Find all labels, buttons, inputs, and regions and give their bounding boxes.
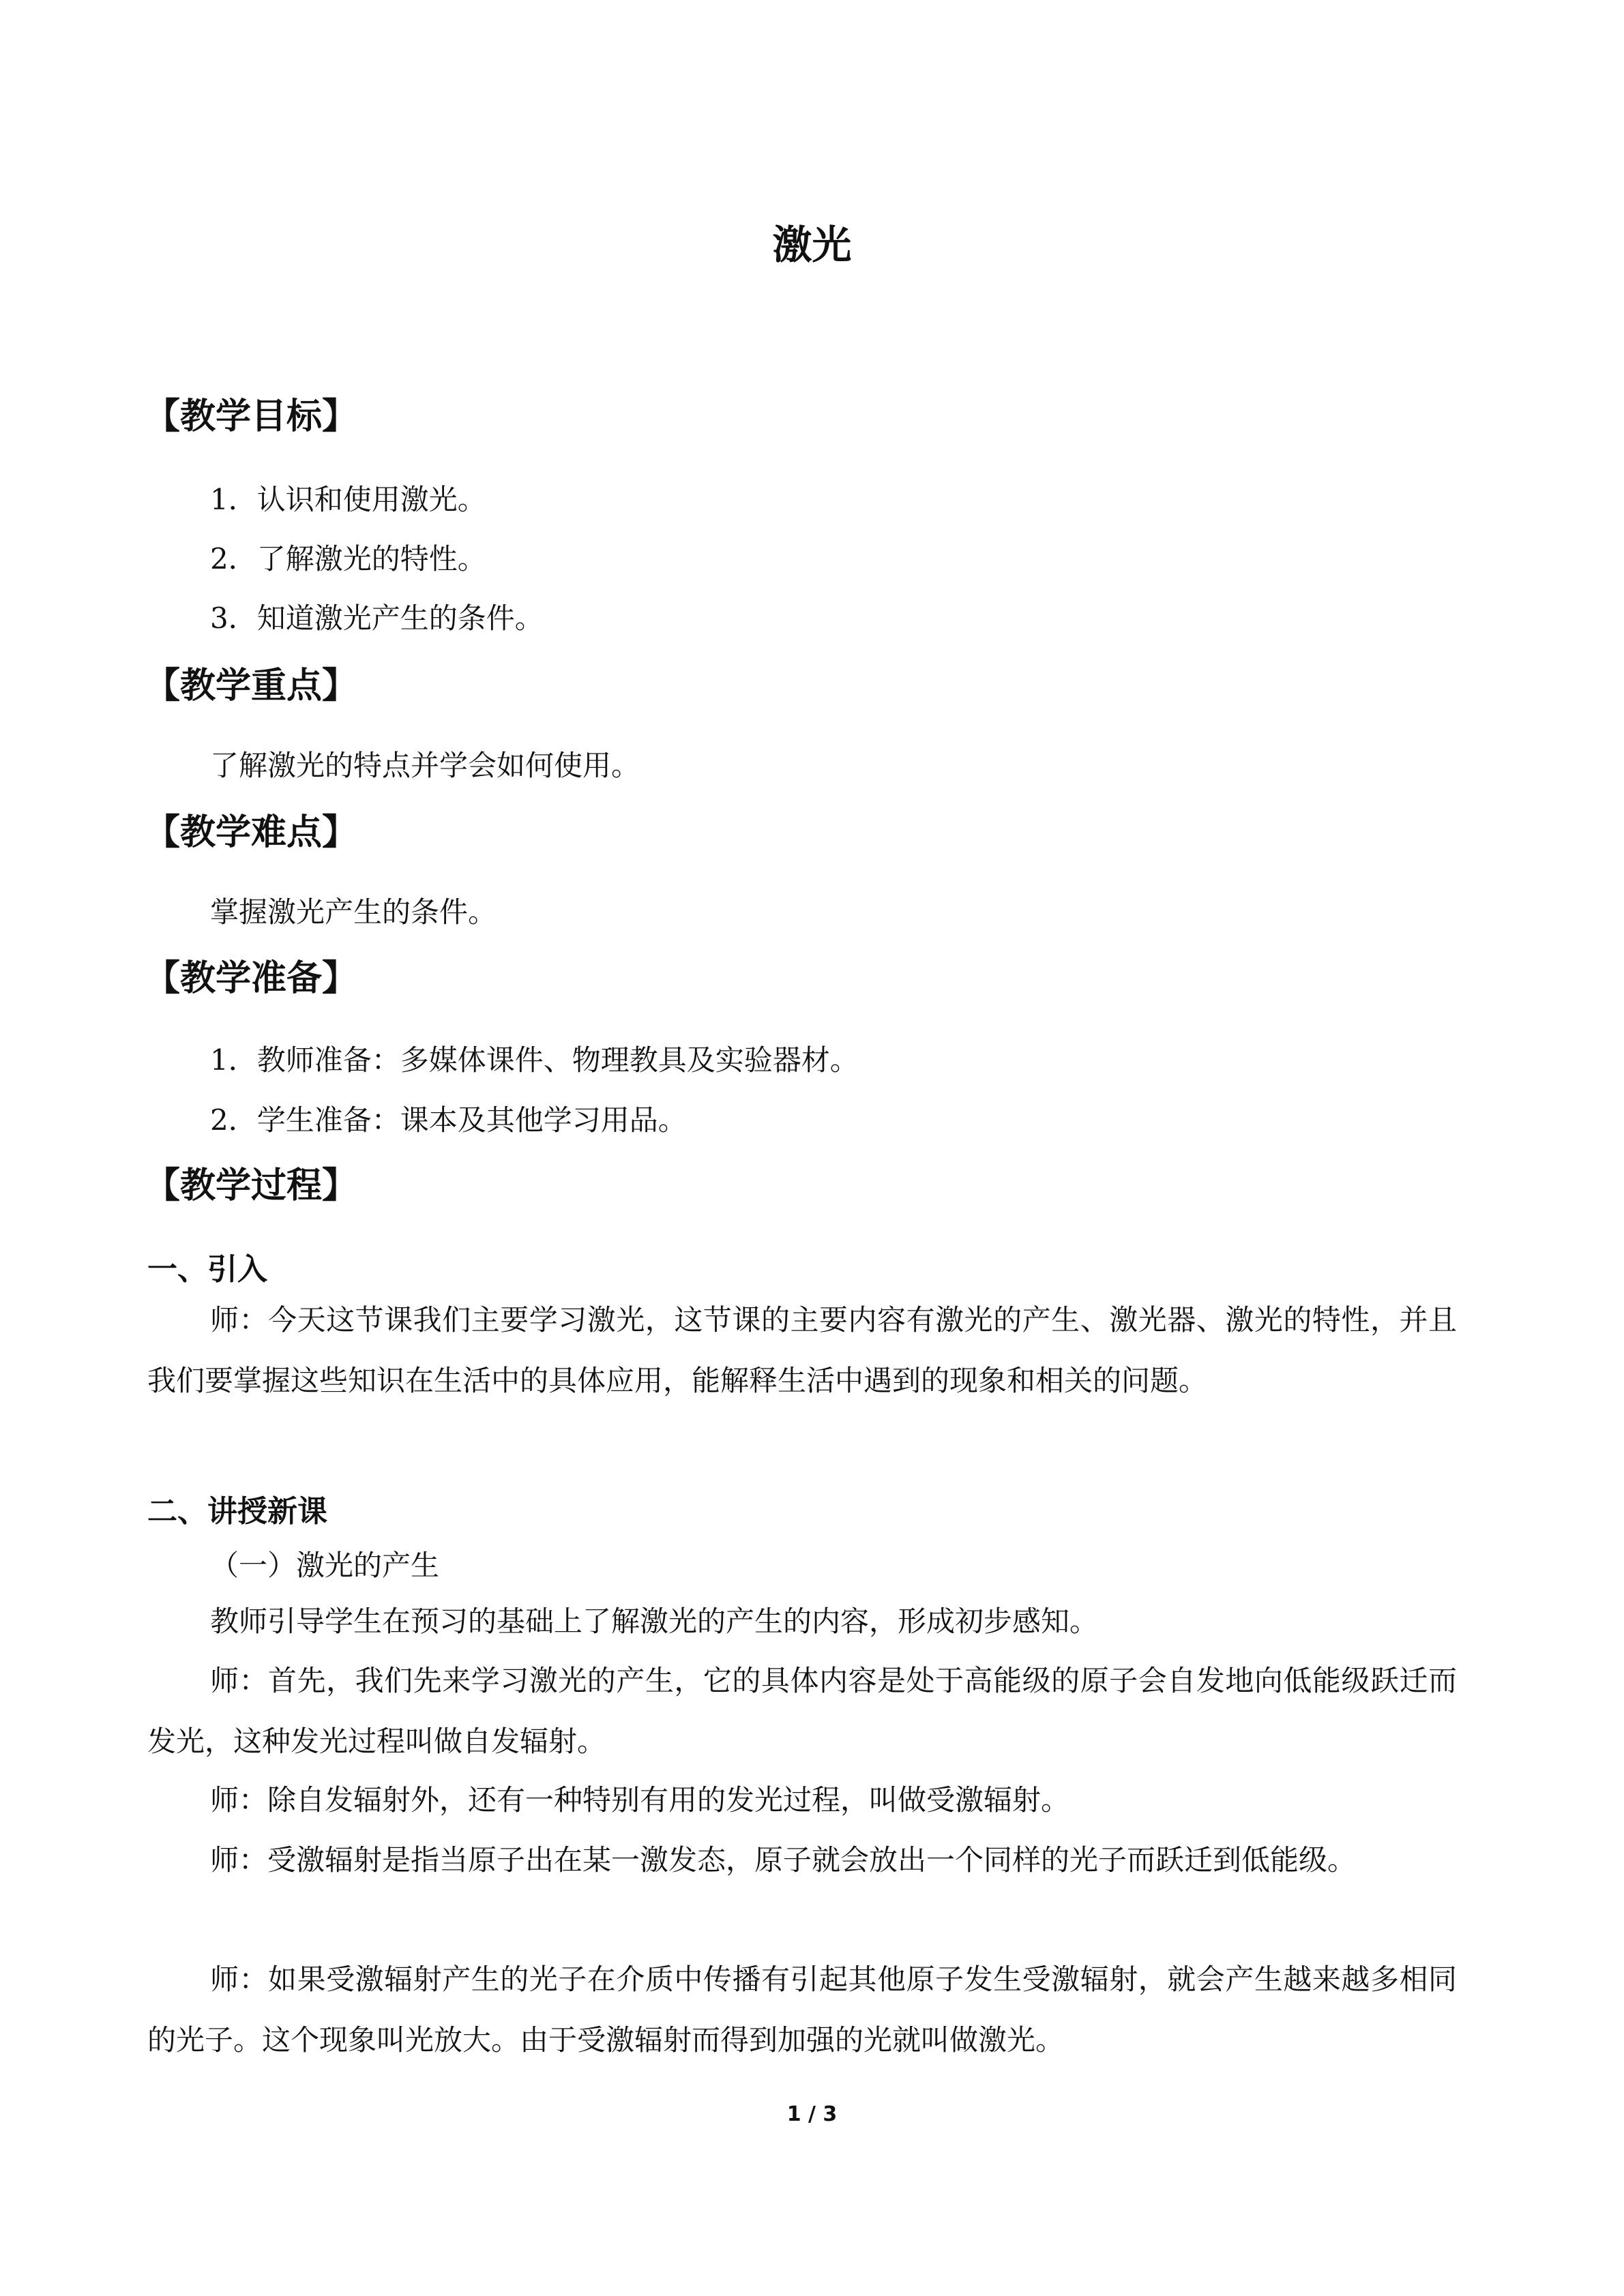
lesson-paragraph-4: 师：受激辐射是指当原子出在某一激发态，原子就会放出一个同样的光子而跃迁到低能级。	[210, 1843, 1357, 1877]
intro-heading: 一、引入	[147, 1252, 267, 1287]
lesson-paragraph-2: 师：首先，我们先来学习激光的产生，它的具体内容是处于高能级的原子会自发地向低能级跃迁而发光，这种发光过程叫做自发辐射。	[147, 1664, 1457, 1758]
page-number: 1 / 3	[786, 2102, 838, 2126]
intro-paragraph: 师：今天这节课我们主要学习激光，这节课的主要内容有激光的产生、激光器、激光的特性，并且我们要掌握这些知识在生活中的具体应用，能解释生活中遇到的现象和相关的问题。	[147, 1303, 1457, 1397]
preparation-item-1: 1．教师准备：多媒体课件、物理教具及实验器材。	[210, 1043, 859, 1077]
objectives-heading: 【教学目标】	[145, 396, 358, 437]
document-title: 激光	[772, 222, 852, 268]
difficulties-heading: 【教学难点】	[145, 812, 358, 853]
objective-item-3: 3．知道激光产生的条件。	[210, 601, 544, 635]
preparation-item-2: 2．学生准备：课本及其他学习用品。	[210, 1103, 687, 1137]
difficulties-text: 掌握激光产生的条件。	[210, 895, 497, 929]
lesson-paragraph-1: 教师引导学生在预习的基础上了解激光的产生的内容，形成初步感知。	[210, 1605, 1099, 1638]
new-lesson-subheading: （一）激光的产生	[210, 1549, 440, 1582]
objective-item-1: 1．认识和使用激光。	[210, 483, 486, 516]
preparation-heading: 【教学准备】	[145, 958, 358, 999]
process-heading: 【教学过程】	[145, 1165, 358, 1206]
new-lesson-heading: 二、讲授新课	[147, 1494, 327, 1529]
objective-item-2: 2．了解激光的特性。	[210, 542, 486, 576]
key-points-heading: 【教学重点】	[145, 666, 358, 706]
lesson-paragraph-5: 师：如果受激辐射产生的光子在介质中传播有引起其他原子发生受激辐射，就会产生越来越多相同的光子。这个现象叫光放大。由于受激辐射而得到加强的光就叫做激光。	[147, 1963, 1457, 2057]
key-points-text: 了解激光的特点并学会如何使用。	[210, 749, 640, 782]
lesson-paragraph-3: 师：除自发辐射外，还有一种特别有用的发光过程，叫做受激辐射。	[210, 1783, 1070, 1817]
